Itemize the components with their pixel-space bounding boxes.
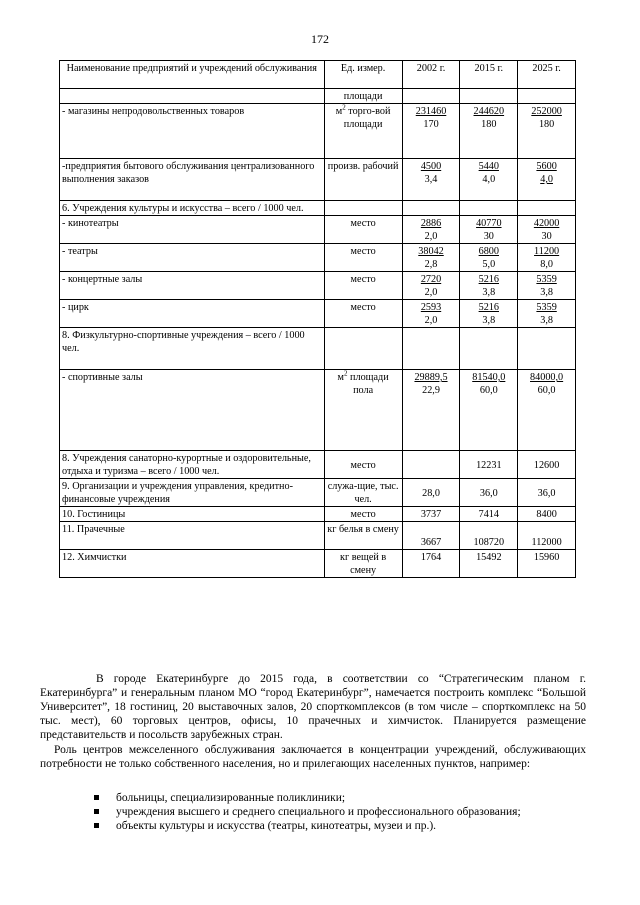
cell-name: 12. Химчистки [60, 550, 325, 578]
cell-value: 5359 [536, 274, 557, 285]
cell-name: - концертные залы [60, 272, 325, 300]
list-item: больницы, специализированные поликлиники; [94, 791, 584, 805]
cell-value: 1764 [402, 550, 460, 578]
table-row [60, 328, 576, 370]
cell-name: - кинотеатры [60, 216, 325, 244]
cell-value: 6800 [478, 246, 499, 257]
paragraph-1: В городе Екатеринбурге до 2015 года, в соответствии со “Стратегическим планом г. Екатеринбурга” и генеральным планом МО “город Екатеринбург”, намечается построить комплекс “Большой Университет”, 18 гостиниц, 20 выставочных залов, 20 спорткомплексов (в том числе – спорткомплекс на 50 тыс. мест), 60 торговых центров, офисы, 10 прачечных и химчисток. Планируется размещение представительств и посольств зарубежных стран. [40, 673, 586, 741]
cell-unit: площади [324, 89, 402, 104]
cell-value: 2593 [420, 302, 442, 313]
cell-value: 170 [423, 119, 439, 130]
cell-value: 11200 [534, 246, 560, 257]
list-item: учреждения высшего и среднего специального и профессионального образования; [94, 805, 584, 819]
cell-value: 8400 [518, 507, 576, 522]
cell-unit: произв. рабочий [324, 159, 402, 201]
cell-value: 5440 [478, 161, 499, 172]
cell-value: 30 [483, 231, 494, 242]
cell-value: 5600 [536, 161, 557, 172]
cell-value: 30 [541, 231, 552, 242]
cell-value: 108720 [460, 522, 518, 550]
table-row [60, 216, 576, 244]
cell-value: 112000 [518, 522, 576, 550]
cell-value: 3,8 [482, 315, 496, 326]
table-row [60, 550, 576, 578]
cell-value: 3,8 [482, 287, 496, 298]
cell-value: 60,0 [479, 385, 498, 396]
paragraph-2: Роль центров межселенного обслуживания заключается в концентрации учреждений, обслуживающих потребности не только собственного населения, но и прилегающих населенных пунктов, например: [40, 744, 586, 770]
cell-name: - театры [60, 244, 325, 272]
cell-value: 5359 [536, 302, 557, 313]
cell-value: 4,0 [482, 174, 496, 185]
cell-name: 11. Прачечные [60, 522, 325, 550]
cell-name: 6. Учреждения культуры и искусства – всего / 1000 чел. [60, 201, 325, 216]
table-row [60, 272, 576, 300]
cell-value: 3667 [402, 522, 460, 550]
cell-value: 7414 [460, 507, 518, 522]
cell-value: 38042 [418, 246, 444, 257]
table-row [60, 159, 576, 201]
cell-value: 12231 [460, 451, 518, 479]
cell-unit: кг вещей в смену [324, 550, 402, 578]
cell-name: 9. Организации и учреждения управления, кредитно-финансовые учреждения [60, 479, 325, 507]
table-row [60, 104, 576, 159]
cell-name: 10. Гостиницы [60, 507, 325, 522]
cell-value: 3,8 [540, 287, 553, 298]
cell-name: - спортивные залы [60, 370, 325, 451]
table-row [60, 89, 576, 104]
cell-value: 5216 [478, 274, 499, 285]
cell-value: 8,0 [540, 259, 553, 270]
cell-value: 5,0 [482, 259, 496, 270]
cell-value: 3737 [402, 507, 460, 522]
list-item: объекты культуры и искусства (театры, кинотеатры, музеи и пр.). [94, 819, 584, 833]
cell-unit: $м^2$ торго-вой площади [324, 104, 402, 159]
bullet-icon [94, 809, 99, 814]
cell-name: - цирк [60, 300, 325, 328]
header-unit: Ед. измер. [324, 61, 402, 89]
cell-unit: место [324, 244, 402, 272]
cell-name: -предприятия бытового обслуживания централизованного выполнения заказов [60, 159, 325, 201]
cell-value: 2886 [420, 218, 442, 229]
cell-unit: кг белья в смену [324, 522, 402, 550]
cell-unit: место [324, 216, 402, 244]
cell-value: 12600 [518, 451, 576, 479]
cell-value: 42000 [533, 218, 560, 229]
bullet-list [94, 791, 584, 833]
cell-value: 2,0 [424, 287, 438, 298]
table-row [60, 522, 576, 550]
table-row [60, 370, 576, 451]
page-number: 172 [311, 32, 329, 46]
cell-value: 15492 [460, 550, 518, 578]
cell-unit: $м^2$ площади пола [324, 370, 402, 451]
cell-value: 28,0 [402, 479, 460, 507]
cell-value: 40770 [476, 218, 502, 229]
header-2002: 2002 г. [402, 61, 460, 89]
cell-value: 84000,0 [530, 372, 564, 383]
table-row [60, 507, 576, 522]
cell-value: 180 [481, 119, 497, 130]
cell-value: 4500 [420, 161, 442, 172]
cell-value: 2,8 [424, 259, 438, 270]
table-header-row [60, 61, 576, 89]
cell-value: 5216 [478, 302, 499, 313]
cell-value: 3,8 [540, 315, 553, 326]
table-row [60, 451, 576, 479]
table-row [60, 479, 576, 507]
cell-value: 231460 [415, 106, 447, 117]
cell-value: 2,0 [424, 231, 438, 242]
cell-value: 3,4 [424, 174, 438, 185]
cell-name: 8. Учреждения санаторно-курортные и оздоровительные, отдыха и туризма – всего / 1000 чел. [60, 451, 325, 479]
cell-value: 244620 [473, 106, 505, 117]
cell-value: 2,0 [424, 315, 438, 326]
cell-value: 2720 [420, 274, 442, 285]
cell-value: 29889,5 [414, 372, 448, 383]
cell-name: 8. Физкультурно-спортивные учреждения – всего / 1000 чел. [60, 328, 325, 370]
cell-value: 36,0 [460, 479, 518, 507]
cell-value: 36,0 [518, 479, 576, 507]
cell-unit: место [324, 300, 402, 328]
table-row [60, 300, 576, 328]
cell-value: 81540,0 [472, 372, 506, 383]
header-name: Наименование предприятий и учреждений обслуживания [60, 61, 325, 89]
bullet-icon [94, 795, 99, 800]
cell-unit: место [324, 272, 402, 300]
cell-value: 180 [538, 119, 555, 130]
bullet-icon [94, 823, 99, 828]
cell-value: 60,0 [537, 385, 556, 396]
table-row [60, 201, 576, 216]
header-2015: 2015 г. [460, 61, 518, 89]
table-row [60, 244, 576, 272]
cell-name: - магазины непродовольственных товаров [60, 104, 325, 159]
header-2025: 2025 г. [518, 61, 576, 89]
cell-value: 252000 [531, 106, 562, 117]
cell-unit: место [324, 451, 402, 479]
cell-unit: место [324, 507, 402, 522]
cell-value: 22,9 [422, 385, 440, 396]
cell-value: 4,0 [540, 174, 553, 185]
cell-unit: служа-щие, тыс. чел. [324, 479, 402, 507]
cell-value: 15960 [518, 550, 576, 578]
services-table [59, 60, 576, 578]
